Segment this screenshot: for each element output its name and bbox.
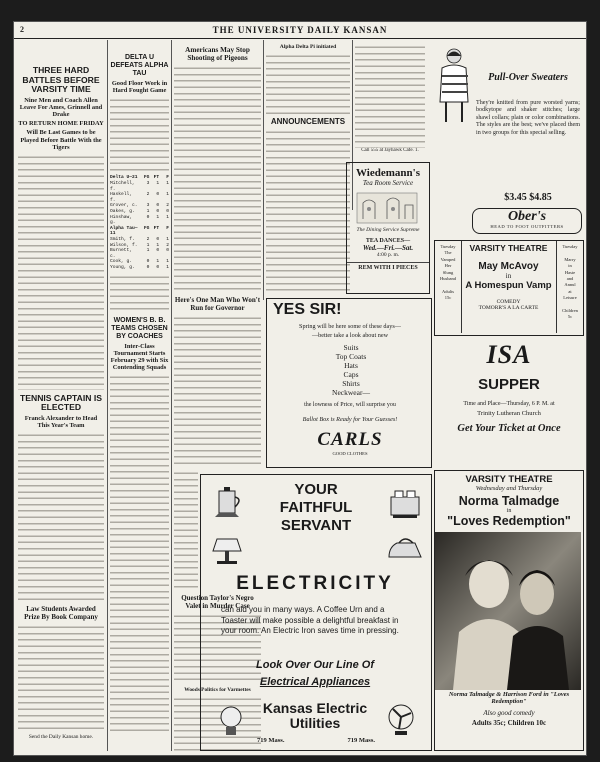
box-score-cell: FT — [153, 175, 160, 181]
varsity-side-line: Annul — [564, 282, 576, 288]
varsity-side-line: Haste — [564, 269, 576, 275]
wiedemanns-tagline: The Dining Service Supreme — [356, 227, 420, 233]
wiedemanns-foot: REM WITH I PIECES — [347, 262, 429, 271]
box-score-cell: 2 — [166, 242, 169, 248]
box-score-row — [110, 265, 169, 271]
obers-body: They're knitted from pure worsted yarns; bodkytope and shaker stitches; large shawl collars; plain or color combinations. The styles are the best; we've placed them in two groups for this special selling. — [476, 100, 580, 136]
varsity-side-line: Tuesday — [440, 244, 456, 249]
varsity-tomorrow: TOMORR'S A LA CARTE — [478, 305, 539, 311]
column-2 — [110, 54, 169, 751]
obers-tagline: HEAD TO FOOT OUTFITTERS — [490, 224, 564, 229]
electric-appliances: Electrical Appliances — [259, 676, 371, 688]
headline-alpha-delta-pi: Alpha Delta Pi initiated — [279, 44, 337, 50]
carls-name: CARLS — [317, 429, 383, 450]
subhead: TO RETURN HOME FRIDAY — [18, 120, 104, 128]
box-score-cell: 0 — [146, 264, 150, 270]
box-score-cell: 1 — [156, 242, 160, 248]
column-4 — [266, 44, 350, 294]
article-text — [266, 53, 350, 115]
box-score-row — [110, 248, 169, 259]
carls-lead: Spring will be here some of these days— — [299, 323, 401, 330]
wiedemanns-sub: Tea Room Service — [362, 179, 414, 187]
lamp-icon — [207, 531, 247, 567]
box-score-cell: Cook, g. — [110, 259, 133, 265]
carls-ad — [266, 298, 432, 468]
box-score-cell: FG — [143, 175, 150, 181]
box-score-cell: Hinshaw, g. — [110, 214, 133, 226]
box-score-cell: 0 — [146, 214, 150, 220]
carls-tail: the lowness of Price, will surprise you — [304, 402, 396, 408]
box-score-cell: Smith, f. — [110, 236, 135, 242]
varsity-in: in — [505, 272, 512, 280]
box-score-cell: 1 — [146, 208, 150, 214]
varsity2-star: Norma Talmadge — [458, 494, 560, 508]
article-text — [174, 65, 261, 293]
box-score-cell: 1 — [156, 259, 160, 265]
article-text — [18, 624, 104, 732]
box-score-row — [110, 226, 169, 237]
box-score-cell: 1 — [166, 259, 169, 265]
box-score-cell: F — [166, 225, 169, 231]
obers-ad — [432, 44, 582, 240]
column-rule — [107, 40, 108, 751]
subhead: Franck Alexander to Head This Year's Team — [24, 414, 98, 430]
divider — [461, 241, 462, 333]
box-score-cell: FG — [143, 225, 150, 231]
box-score — [110, 175, 169, 270]
box-score-cell: Burnett, c. — [110, 248, 133, 259]
varsity-side-line: Leisure — [563, 295, 577, 301]
box-score-cell: Young, g. — [110, 264, 135, 270]
subhead: Inter-Class Tournament Starts February 29 with Six Contending Squads — [110, 342, 169, 372]
varsity-comedy: COMEDY — [496, 299, 521, 305]
varsity-star: May McAvoy — [478, 261, 539, 272]
varsity-right-panel — [559, 244, 581, 321]
box-score-cell: 3 — [146, 203, 150, 209]
varsity-side-line: Her — [444, 263, 452, 269]
headline-governor: Here's One Man Who Won't Run for Governor — [174, 296, 261, 312]
carls-items — [311, 343, 391, 397]
box-score-cell: Alpha Tau—11 — [110, 225, 138, 237]
carls-lead2: —better take a look about new — [311, 332, 389, 339]
coffee-urn-icon — [207, 483, 247, 523]
varsity-film: A Homespun Vamp — [465, 280, 552, 291]
divider — [556, 241, 557, 333]
headline-taylors-valet: Question Taylor's Negro Valet in Murder Case — [181, 594, 254, 610]
film-still-photo — [435, 532, 581, 690]
subhead: Good Floor Work in Hard Fought Game — [111, 80, 168, 95]
column-5 — [355, 44, 425, 158]
box-score-cell: 0 — [156, 236, 160, 242]
wiedemanns-time: 4:00 p. m. — [376, 252, 400, 258]
subhead: Will Be Last Games to be Played Before Battle With the Tigers — [20, 129, 102, 151]
varsity-side-line: at — [568, 288, 572, 294]
box-score-cell: 1 — [166, 181, 169, 186]
article-text — [18, 154, 104, 390]
box-score-cell: 1 — [166, 264, 169, 270]
box-score-cell: 0 — [166, 208, 169, 214]
headline-three-hard-battles: THREE HARD BATTLES BEFORE VARSITY TIME — [22, 66, 100, 94]
varsity2-caption: Norma Talmadge & Harrison Ford in "Loves Redemption" — [448, 691, 570, 705]
carls-item: Caps — [343, 370, 359, 379]
varsity-side-line: 15c — [444, 295, 452, 301]
headline-woods-politics: Woods Politics for Varmettes — [184, 687, 251, 693]
column-5-foot: Call 555 at Jayhawk Cafe. 1. — [361, 148, 419, 153]
varsity2-comedy: Also good comedy — [483, 709, 535, 717]
electric-look: Look Over Our Line Of — [256, 659, 374, 671]
carls-ballot: Ballot Box is Ready for Your Guesses! — [302, 416, 398, 423]
box-score-cell: Grover, c. — [110, 203, 138, 209]
fan-icon — [381, 701, 421, 741]
box-score-cell: 0 — [156, 248, 160, 254]
electric-line2: FAITHFUL — [279, 499, 353, 516]
box-score-cell: Mitchell, f. — [110, 181, 135, 192]
box-score-cell: 1 — [146, 242, 150, 248]
carls-item: Neckwear— — [332, 388, 370, 397]
varsity-side-line: and — [566, 276, 574, 282]
varsity-side-line: Slung — [442, 269, 454, 275]
varsity-side-line: Vamped — [440, 256, 456, 262]
box-score-cell: 1 — [146, 248, 150, 254]
article-text — [355, 44, 425, 148]
supper-where: Trinity Lutheran Church — [477, 410, 541, 417]
wiedemanns-ad — [346, 162, 430, 294]
varsity-theatre-ad-2 — [434, 470, 584, 751]
page-number: 2 — [20, 25, 25, 34]
varsity2-in: in — [506, 508, 512, 514]
supper-title: SUPPER — [478, 376, 540, 393]
newspaper-page — [14, 22, 586, 755]
column-3 — [174, 46, 261, 466]
box-score-cell: 0 — [156, 264, 160, 270]
varsity-side-line: The — [444, 250, 452, 256]
box-score-cell: 1 — [156, 181, 160, 186]
varsity-title: VARSITY THEATRE — [469, 243, 548, 253]
kansas-electric-ad — [200, 474, 432, 751]
masthead — [14, 22, 586, 39]
box-score-cell: Wilson, f. — [110, 242, 138, 248]
bulb-icon — [211, 701, 251, 741]
electric-company: Kansas Electric Utilities — [262, 700, 368, 731]
varsity-theatre-ad-1 — [434, 240, 584, 336]
box-score-cell: 2 — [146, 192, 150, 198]
article-text — [110, 374, 169, 734]
carls-item: Shirts — [342, 379, 360, 388]
varsity2-title: VARSITY THEATRE — [465, 474, 553, 485]
varsity2-prices: Adults 35c; Children 10c — [471, 719, 547, 727]
varsity2-film: "Loves Redemption" — [447, 514, 571, 528]
box-score-cell: 2 — [166, 203, 169, 209]
box-score-cell: 0 — [156, 192, 160, 198]
carls-item: Top Coats — [335, 352, 367, 361]
varsity-side-line: in — [568, 263, 572, 269]
box-score-cell: 1 — [156, 214, 160, 220]
headline-tennis-captain: TENNIS CAPTAIN IS ELECTED — [20, 392, 102, 413]
box-score-cell: 0 — [166, 248, 169, 254]
tea-room-illustration — [347, 187, 427, 227]
box-score-cell: FT — [153, 225, 160, 231]
box-score-row — [110, 192, 169, 203]
varsity2-days: Wednesday and Thursday — [475, 485, 543, 492]
varsity-side-line: Marry — [564, 256, 576, 262]
carls-tagline: GOOD CLOTHES — [332, 451, 368, 456]
box-score-cell: 1 — [166, 236, 169, 242]
box-score-cell: 0 — [146, 259, 150, 265]
article-text — [110, 97, 169, 173]
obers-name: Ober's — [507, 209, 547, 224]
footer-note: Send the Daily Kansan home. — [28, 733, 94, 740]
box-score-row — [110, 215, 169, 226]
article-text — [174, 470, 198, 590]
box-score-row — [110, 181, 169, 192]
obers-logo — [472, 208, 582, 234]
wiedemanns-dances: TEA DANCES— — [365, 238, 411, 244]
article-text — [174, 315, 261, 465]
toaster-icon — [385, 483, 425, 523]
box-score-cell: Delta U—21 — [110, 175, 138, 181]
carls-logo — [315, 429, 385, 461]
box-score-cell: 0 — [156, 208, 160, 214]
box-score-cell: 0 — [156, 203, 160, 209]
column-rule — [263, 40, 264, 300]
box-score-cell: 1 — [166, 214, 169, 220]
article-text — [18, 432, 104, 602]
box-score-cell: F — [166, 175, 169, 181]
varsity-side-line: Children — [562, 308, 578, 314]
headline-delta-u: DELTA U DEFEATS ALPHA TAU — [110, 54, 169, 77]
supper-ad — [434, 340, 584, 468]
electric-line1: YOUR — [294, 481, 338, 498]
electric-phone-right: 719 Mass. — [347, 737, 375, 744]
headline-womens-teams: WOMEN'S B. B. TEAMS CHOSEN BY COACHES — [111, 316, 168, 340]
article-text — [266, 129, 350, 294]
varsity-side-line: Tuesday — [562, 244, 578, 249]
sweater-figure-illustration — [434, 46, 474, 126]
obers-prices: $3.45 $4.85 — [504, 192, 552, 203]
varsity-left-panel — [437, 244, 459, 302]
carls-title: YES SIR! — [273, 301, 342, 318]
subhead: Nine Men and Coach Allen Leave For Ames, Grinnell and Drake — [19, 96, 103, 118]
headline-announcements: ANNOUNCEMENTS — [270, 117, 346, 127]
supper-logo: ISA — [486, 340, 532, 369]
box-score-cell: 3 — [146, 181, 150, 186]
box-score-cell: 2 — [146, 236, 150, 242]
box-score-cell: Oakes, g. — [110, 208, 135, 214]
electric-body: can aid you in many ways. A Coffee Urn and a Toaster will make possible a delightful breakfast in your room. An Electric Iron saves time in pressing. — [221, 605, 399, 635]
carls-item: Hats — [344, 361, 358, 370]
electric-line3: SERVANT — [280, 517, 352, 534]
electric-big: ELECTRICITY — [236, 573, 394, 594]
headline-law-students: Law Students Awarded Prize By Book Company — [24, 605, 98, 621]
column-rule — [171, 40, 172, 751]
varsity-side-line: 5c — [567, 314, 573, 320]
box-score-cell: Haskell, f. — [110, 192, 133, 203]
box-score-cell: 1 — [166, 192, 169, 198]
carls-item: Suits — [343, 343, 359, 352]
wiedemanns-name: Wiedemann's — [356, 167, 420, 179]
column-3-mid — [174, 470, 198, 590]
article-text — [110, 274, 169, 314]
supper-cta: Get Your Ticket at Once — [457, 423, 561, 434]
varsity-side-line: Husband — [440, 276, 456, 282]
supper-when: Time and Place—Thursday, 6 P. M. at — [463, 401, 555, 407]
iron-icon — [385, 531, 425, 567]
obers-title: Pull-Over Sweaters — [488, 72, 568, 83]
varsity-side-line: Adults — [441, 288, 454, 294]
headline-pigeons: Americans May Stop Shooting of Pigeons — [185, 46, 250, 62]
wiedemanns-days: Wed.—Fri.—Sat. — [362, 244, 414, 252]
masthead-title: THE UNIVERSITY DAILY KANSAN — [212, 25, 388, 35]
column-1 — [18, 66, 104, 751]
electric-phone-left: 719 Mass. — [257, 737, 285, 744]
